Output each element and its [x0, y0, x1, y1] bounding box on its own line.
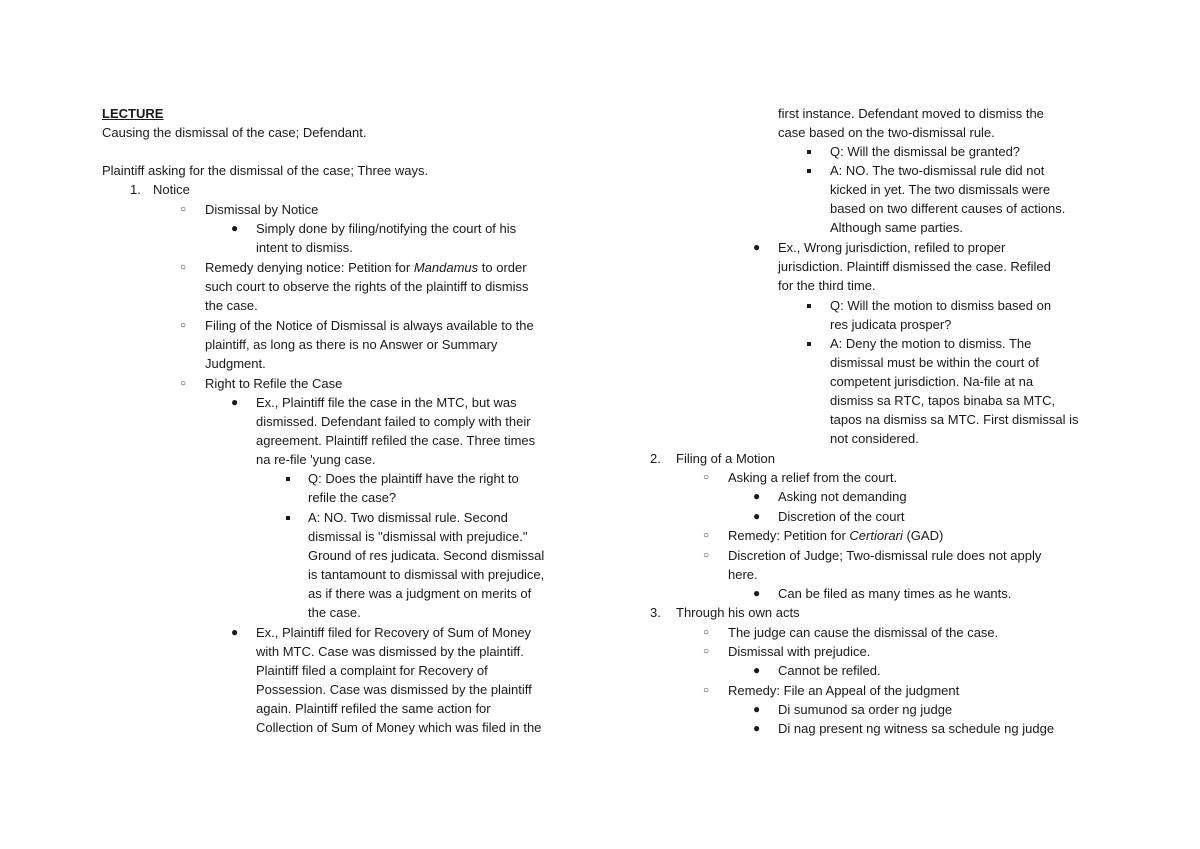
- bullet-icon: ●: [753, 702, 761, 716]
- list-item: Possession. Case was dismissed by the plaintiff: [256, 682, 532, 697]
- list-item: Cannot be refiled.: [778, 663, 881, 678]
- list-item: the case.: [308, 605, 361, 620]
- bullet-icon: ●: [753, 240, 761, 254]
- list-item: Filing of the Notice of Dismissal is always available to the: [205, 318, 534, 333]
- item-heading: Filing of a Motion: [676, 451, 775, 466]
- list-item: based on two different causes of actions.: [830, 201, 1066, 216]
- list-item: is tantamount to dismissal with prejudice,: [308, 567, 545, 582]
- list-item: dismissal is "dismissal with prejudice.": [308, 529, 528, 544]
- square-bullet-icon: [807, 342, 811, 346]
- list-number: 3.: [650, 605, 661, 620]
- list-item: jurisdiction. Plaintiff dismissed the case. Refiled: [778, 259, 1051, 274]
- bullet-icon: ●: [753, 721, 761, 735]
- intro-text: Plaintiff asking for the dismissal of the case; Three ways.: [102, 163, 429, 178]
- list-item: not considered.: [830, 431, 919, 446]
- list-item: Remedy: File an Appeal of the judgment: [728, 683, 960, 698]
- list-item: dismiss sa RTC, tapos binaba sa MTC,: [830, 393, 1056, 408]
- list-item: competent jurisdiction. Na-file at na: [830, 374, 1034, 389]
- list-item: Asking a relief from the court.: [728, 470, 898, 485]
- list-item: again. Plaintiff refiled the same action for: [256, 701, 491, 716]
- item-heading: Through his own acts: [676, 605, 800, 620]
- item-heading: Notice: [153, 182, 190, 197]
- bullet-icon: ●: [753, 663, 761, 677]
- circle-bullet-icon: ○: [703, 685, 710, 696]
- list-item: dismissal must be within the court of: [830, 355, 1039, 370]
- bullet-icon: ●: [753, 509, 761, 523]
- circle-bullet-icon: ○: [703, 530, 710, 541]
- list-item: Judgment.: [205, 356, 266, 371]
- list-item: Ex., Plaintiff filed for Recovery of Sum of Money: [256, 625, 532, 640]
- list-number: 2.: [650, 451, 661, 466]
- circle-bullet-icon: ○: [180, 378, 187, 389]
- list-item: A: NO. The two-dismissal rule did not: [830, 163, 1045, 178]
- list-item: first instance. Defendant moved to dismiss the: [778, 106, 1044, 121]
- list-item: Dismissal with prejudice.: [728, 644, 871, 659]
- circle-bullet-icon: ○: [703, 472, 710, 483]
- circle-bullet-icon: ○: [180, 204, 187, 215]
- list-item: The judge can cause the dismissal of the case.: [728, 625, 999, 640]
- list-item: such court to observe the rights of the plaintiff to dismiss: [205, 279, 529, 294]
- list-item: here.: [728, 567, 758, 582]
- bullet-icon: ●: [231, 625, 239, 639]
- list-item: Can be filed as many times as he wants.: [778, 586, 1012, 601]
- list-item: Dismissal by Notice: [205, 202, 319, 217]
- circle-bullet-icon: ○: [703, 550, 710, 561]
- list-item: case based on the two-dismissal rule.: [778, 125, 995, 140]
- list-item: Asking not demanding: [778, 489, 907, 504]
- list-item: Collection of Sum of Money which was filed in the: [256, 720, 542, 735]
- list-item: res judicata prosper?: [830, 317, 952, 332]
- square-bullet-icon: [286, 516, 290, 520]
- square-bullet-icon: [807, 304, 811, 308]
- list-item: A: NO. Two dismissal rule. Second: [308, 510, 508, 525]
- bullet-icon: ●: [231, 221, 239, 235]
- list-item: Right to Refile the Case: [205, 376, 343, 391]
- list-item: Ex., Wrong jurisdiction, refiled to proper: [778, 240, 1006, 255]
- square-bullet-icon: [286, 477, 290, 481]
- list-item: as if there was a judgment on merits of: [308, 586, 532, 601]
- list-item: Q: Will the motion to dismiss based on: [830, 298, 1052, 313]
- list-number: 1.: [130, 182, 141, 197]
- circle-bullet-icon: ○: [180, 262, 187, 273]
- page-title: LECTURE: [102, 106, 164, 121]
- list-item: Discretion of Judge; Two-dismissal rule does not apply: [728, 548, 1042, 563]
- circle-bullet-icon: ○: [703, 627, 710, 638]
- list-item: kicked in yet. The two dismissals were: [830, 182, 1051, 197]
- list-item: Q: Does the plaintiff have the right to: [308, 471, 519, 486]
- list-item: refile the case?: [308, 490, 397, 505]
- circle-bullet-icon: ○: [703, 646, 710, 657]
- list-item: dismissed. Defendant failed to comply with their: [256, 414, 531, 429]
- square-bullet-icon: [807, 169, 811, 173]
- list-item: Plaintiff filed a complaint for Recovery of: [256, 663, 488, 678]
- list-item: Remedy: Petition for Certiorari (GAD): [728, 528, 944, 543]
- list-item: A: Deny the motion to dismiss. The: [830, 336, 1032, 351]
- list-item: for the third time.: [778, 278, 876, 293]
- list-item: Although same parties.: [830, 220, 963, 235]
- list-item: with MTC. Case was dismissed by the plaintiff.: [256, 644, 524, 659]
- list-item: Di nag present ng witness sa schedule ng judge: [778, 721, 1055, 736]
- bullet-icon: ●: [231, 395, 239, 409]
- list-item: Simply done by filing/notifying the court of his: [256, 221, 517, 236]
- bullet-icon: ●: [753, 586, 761, 600]
- list-item: tapos na dismiss sa MTC. First dismissal is: [830, 412, 1079, 427]
- subtitle: Causing the dismissal of the case; Defendant.: [102, 125, 367, 140]
- square-bullet-icon: [807, 150, 811, 154]
- list-item: plaintiff, as long as there is no Answer or Summary: [205, 337, 498, 352]
- list-item: intent to dismiss.: [256, 240, 353, 255]
- bullet-icon: ●: [753, 489, 761, 503]
- list-item: Q: Will the dismissal be granted?: [830, 144, 1021, 159]
- list-item: na re-file 'yung case.: [256, 452, 376, 467]
- list-item: Ex., Plaintiff file the case in the MTC, but was: [256, 395, 517, 410]
- list-item: Discretion of the court: [778, 509, 905, 524]
- list-item: Di sumunod sa order ng judge: [778, 702, 953, 717]
- list-item: Ground of res judicata. Second dismissal: [308, 548, 545, 563]
- list-item: agreement. Plaintiff refiled the case. Three times: [256, 433, 536, 448]
- list-item: the case.: [205, 298, 258, 313]
- circle-bullet-icon: ○: [180, 320, 187, 331]
- list-item: Remedy denying notice: Petition for Mandamus to order: [205, 260, 527, 275]
